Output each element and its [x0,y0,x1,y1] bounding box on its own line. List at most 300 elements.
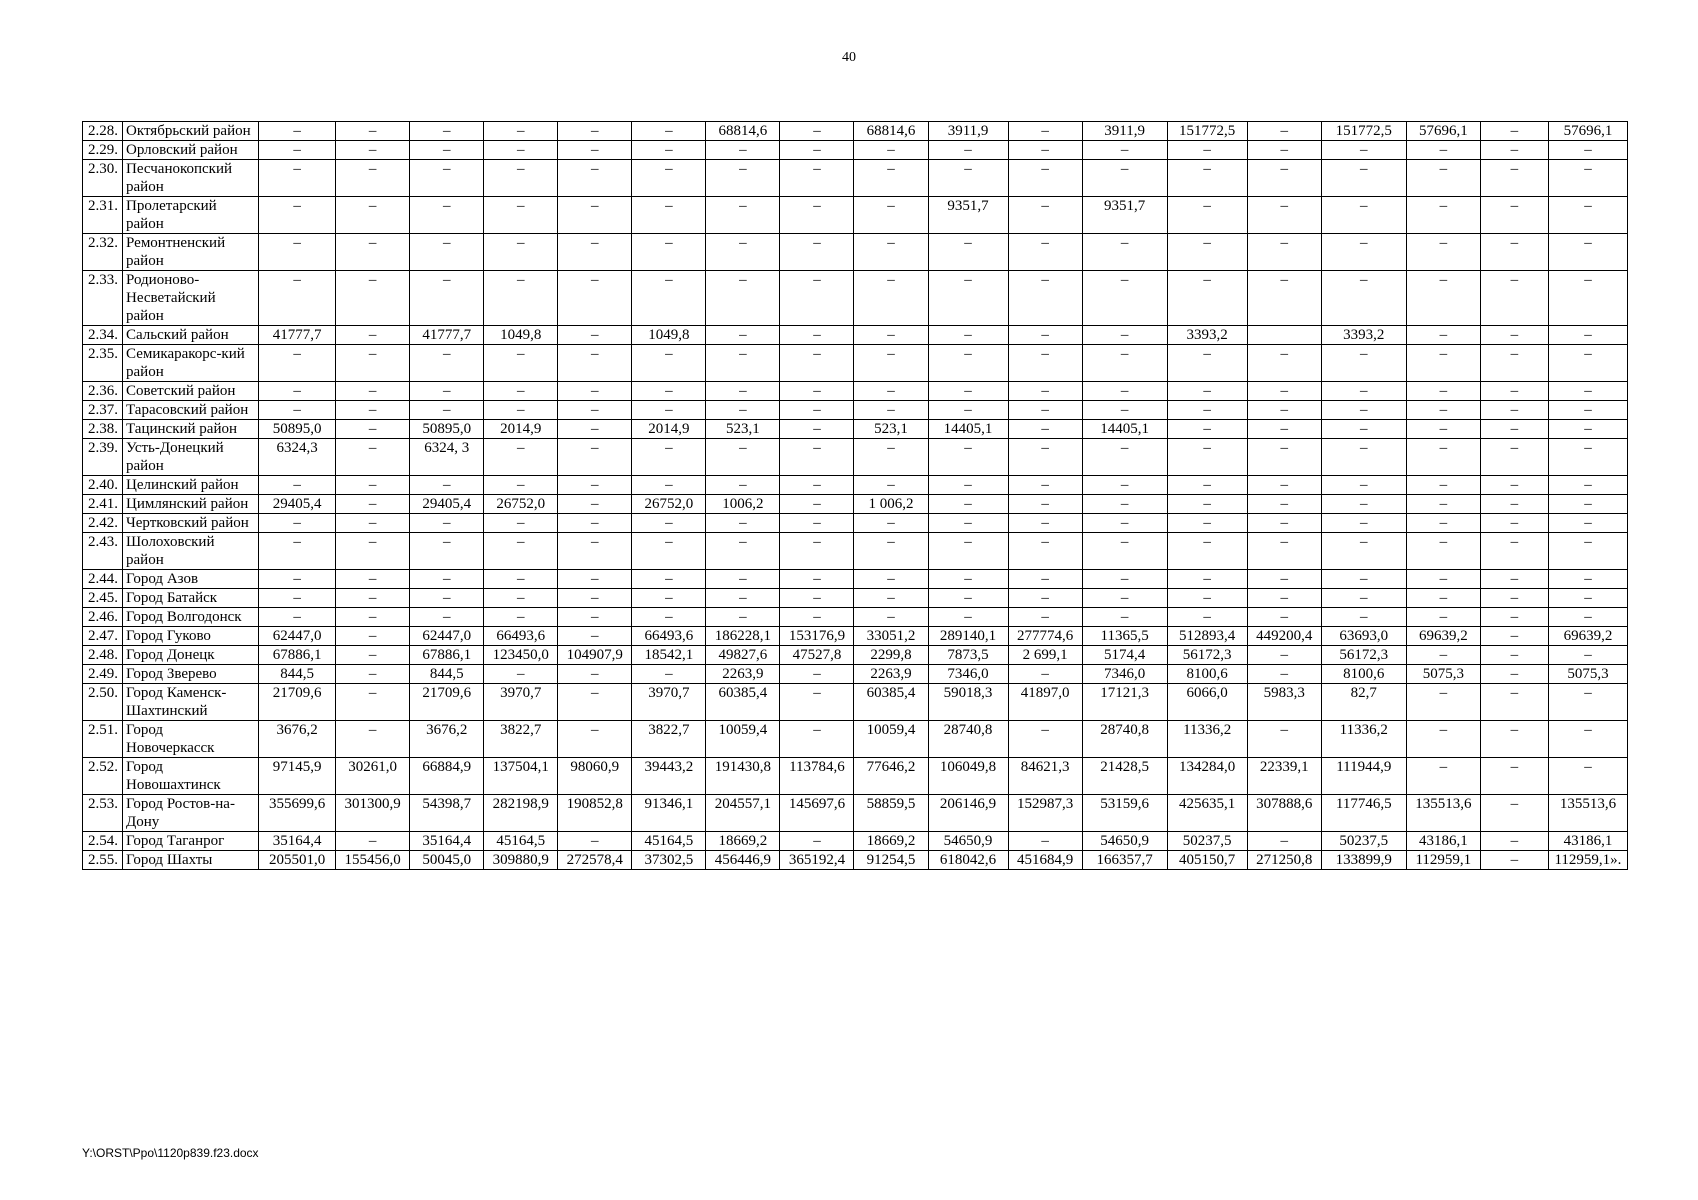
value-cell: – [1406,589,1480,608]
value-cell: 134284,0 [1167,758,1247,795]
value-cell: – [1008,345,1082,382]
value-cell: 66493,6 [484,627,558,646]
value-cell: – [780,401,854,420]
value-cell: – [1321,234,1406,271]
value-cell: – [1480,439,1548,476]
value-cell: – [928,141,1008,160]
value-cell: – [558,122,632,141]
value-cell: – [484,665,558,684]
value-cell: – [1480,122,1548,141]
value-cell: – [558,439,632,476]
value-cell: 153176,9 [780,627,854,646]
value-cell: – [336,401,410,420]
value-cell: 3676,2 [410,721,484,758]
value-cell: 301300,9 [336,795,410,832]
value-cell: – [1082,608,1167,627]
value-cell: 26752,0 [632,495,706,514]
value-cell: – [1480,382,1548,401]
row-number: 2.53. [83,795,123,832]
value-cell: – [1008,326,1082,345]
value-cell: 60385,4 [706,684,780,721]
territory-name: Советский район [123,382,259,401]
value-cell: 49827,6 [706,646,780,665]
value-cell: – [558,514,632,533]
value-cell: – [1247,832,1321,851]
value-cell: – [259,570,336,589]
value-cell: 56172,3 [1167,646,1247,665]
value-cell: 309880,9 [484,851,558,870]
value-cell: 271250,8 [1247,851,1321,870]
value-cell: 17121,3 [1082,684,1167,721]
territory-name: Город Зверево [123,665,259,684]
value-cell: – [706,533,780,570]
value-cell: – [632,401,706,420]
value-cell: 405150,7 [1167,851,1247,870]
value-cell: – [1082,326,1167,345]
value-cell: – [1082,570,1167,589]
value-cell: – [484,439,558,476]
value-cell: – [259,197,336,234]
value-cell: 21709,6 [410,684,484,721]
value-cell: 451684,9 [1008,851,1082,870]
table-row [83,570,1628,589]
row-number: 2.40. [83,476,123,495]
value-cell: 5075,3 [1406,665,1480,684]
value-cell: – [410,589,484,608]
value-cell: 6066,0 [1167,684,1247,721]
budget-table [82,121,1628,870]
value-cell: 56172,3 [1321,646,1406,665]
territory-name: Шолоховский район [123,533,259,570]
value-cell: 123450,0 [484,646,558,665]
value-cell: – [410,122,484,141]
value-cell: – [558,345,632,382]
value-cell: 135513,6 [1548,795,1627,832]
value-cell: 2014,9 [632,420,706,439]
table-row [83,197,1628,234]
row-number: 2.29. [83,141,123,160]
value-cell: 50895,0 [259,420,336,439]
value-cell: – [1480,197,1548,234]
value-cell: – [1247,608,1321,627]
value-cell: – [259,141,336,160]
value-cell: – [1008,832,1082,851]
table-row [83,589,1628,608]
value-cell: 9351,7 [928,197,1008,234]
value-cell: – [632,122,706,141]
row-number: 2.45. [83,589,123,608]
value-cell: – [1321,608,1406,627]
territory-name: Сальский район [123,326,259,345]
value-cell: – [1406,608,1480,627]
value-cell: – [259,514,336,533]
value-cell: 63693,0 [1321,627,1406,646]
value-cell: – [484,570,558,589]
value-cell: – [336,141,410,160]
table-row [83,271,1628,326]
value-cell: – [1406,476,1480,495]
table-row [83,401,1628,420]
value-cell: – [854,197,928,234]
value-cell: – [632,476,706,495]
value-cell: – [1406,684,1480,721]
value-cell: 14405,1 [1082,420,1167,439]
value-cell: 1006,2 [706,495,780,514]
value-cell: 8100,6 [1167,665,1247,684]
value-cell: – [1406,234,1480,271]
value-cell: – [780,160,854,197]
value-cell: 41777,7 [410,326,484,345]
value-cell: – [259,160,336,197]
value-cell: – [632,608,706,627]
value-cell: – [259,122,336,141]
value-cell: 41777,7 [259,326,336,345]
value-cell: – [632,589,706,608]
value-cell: 57696,1 [1406,122,1480,141]
table-row [83,141,1628,160]
value-cell: – [928,589,1008,608]
table-row [83,234,1628,271]
value-cell: – [1321,570,1406,589]
value-cell: 190852,8 [558,795,632,832]
value-cell: – [1480,476,1548,495]
value-cell: 166357,7 [1082,851,1167,870]
value-cell: – [1008,271,1082,326]
value-cell: – [780,832,854,851]
value-cell: 512893,4 [1167,627,1247,646]
value-cell: 844,5 [259,665,336,684]
value-cell: 135513,6 [1406,795,1480,832]
value-cell: – [632,271,706,326]
value-cell: – [484,141,558,160]
value-cell: 282198,9 [484,795,558,832]
table-row [83,684,1628,721]
value-cell: – [854,345,928,382]
value-cell: – [1548,608,1627,627]
value-cell: – [928,382,1008,401]
value-cell: – [558,160,632,197]
value-cell: – [928,271,1008,326]
value-cell: 112959,1». [1548,851,1627,870]
value-cell: – [410,234,484,271]
value-cell: – [1008,401,1082,420]
value-cell: – [259,401,336,420]
value-cell: 113784,6 [780,758,854,795]
value-cell: 523,1 [854,420,928,439]
value-cell [1247,326,1321,345]
value-cell: – [1008,608,1082,627]
value-cell: – [854,234,928,271]
table-row [83,382,1628,401]
value-cell: – [1247,721,1321,758]
value-cell: – [1247,141,1321,160]
value-cell: – [706,401,780,420]
value-cell: – [1548,570,1627,589]
value-cell: – [1008,533,1082,570]
value-cell: 7346,0 [928,665,1008,684]
value-cell: 43186,1 [1406,832,1480,851]
value-cell: – [1548,420,1627,439]
value-cell: – [410,401,484,420]
value-cell: – [484,122,558,141]
value-cell: – [558,570,632,589]
territory-name: Город Азов [123,570,259,589]
territory-name: Чертковский район [123,514,259,533]
value-cell: 272578,4 [558,851,632,870]
value-cell: – [1247,234,1321,271]
value-cell: – [1480,832,1548,851]
value-cell: 68814,6 [854,122,928,141]
value-cell: – [780,665,854,684]
value-cell: – [1008,665,1082,684]
value-cell: – [1008,160,1082,197]
value-cell: – [1008,476,1082,495]
value-cell: – [780,476,854,495]
value-cell: – [484,476,558,495]
value-cell: 289140,1 [928,627,1008,646]
value-cell: – [1247,345,1321,382]
value-cell: – [1082,476,1167,495]
value-cell: – [1480,234,1548,271]
table-row [83,646,1628,665]
value-cell: – [1321,495,1406,514]
value-cell: – [854,382,928,401]
value-cell: 1049,8 [484,326,558,345]
value-cell: – [1321,420,1406,439]
row-number: 2.33. [83,271,123,326]
value-cell: 2014,9 [484,420,558,439]
value-cell: – [1167,197,1247,234]
value-cell: – [706,271,780,326]
value-cell: 8100,6 [1321,665,1406,684]
value-cell: – [706,197,780,234]
value-cell: 97145,9 [259,758,336,795]
value-cell: – [1167,141,1247,160]
value-cell: – [928,160,1008,197]
value-cell: – [336,570,410,589]
value-cell: – [854,608,928,627]
value-cell: – [1406,197,1480,234]
value-cell: – [259,345,336,382]
value-cell: – [1406,160,1480,197]
value-cell: – [928,608,1008,627]
value-cell: – [1480,420,1548,439]
territory-name: Тацинский район [123,420,259,439]
table-row [83,160,1628,197]
value-cell: 5174,4 [1082,646,1167,665]
value-cell: 844,5 [410,665,484,684]
value-cell: 66884,9 [410,758,484,795]
value-cell: 18669,2 [854,832,928,851]
value-cell: – [1082,160,1167,197]
row-number: 2.39. [83,439,123,476]
value-cell: 11336,2 [1167,721,1247,758]
value-cell: – [484,382,558,401]
value-cell: 9351,7 [1082,197,1167,234]
table-row [83,122,1628,141]
value-cell: – [484,160,558,197]
value-cell: 21709,6 [259,684,336,721]
value-cell: 50045,0 [410,851,484,870]
value-cell: – [410,608,484,627]
value-cell: – [1247,514,1321,533]
value-cell: – [336,832,410,851]
value-cell: – [1480,533,1548,570]
value-cell: – [632,570,706,589]
value-cell: 112959,1 [1406,851,1480,870]
value-cell: 151772,5 [1321,122,1406,141]
value-cell: – [854,514,928,533]
value-cell: – [336,627,410,646]
value-cell: – [1167,514,1247,533]
value-cell: – [1480,514,1548,533]
row-number: 2.49. [83,665,123,684]
value-cell: – [336,533,410,570]
table-row [83,758,1628,795]
value-cell: 62447,0 [259,627,336,646]
value-cell: – [632,665,706,684]
value-cell: – [706,608,780,627]
table-row [83,326,1628,345]
value-cell: – [928,234,1008,271]
value-cell: – [1008,420,1082,439]
value-cell: – [780,141,854,160]
value-cell: – [632,234,706,271]
value-cell: – [1082,345,1167,382]
value-cell: 205501,0 [259,851,336,870]
value-cell: – [1167,234,1247,271]
table-row [83,476,1628,495]
value-cell: – [928,570,1008,589]
value-cell: 84621,3 [1008,758,1082,795]
value-cell: – [1406,141,1480,160]
value-cell: – [1247,439,1321,476]
value-cell: – [1480,646,1548,665]
territory-name: Город Ростов-на-Дону [123,795,259,832]
value-cell: – [780,234,854,271]
value-cell: 28740,8 [1082,721,1167,758]
value-cell: – [558,141,632,160]
value-cell: – [410,570,484,589]
value-cell: – [706,439,780,476]
value-cell: – [1247,533,1321,570]
value-cell: – [1548,495,1627,514]
value-cell: 69639,2 [1548,627,1627,646]
row-number: 2.51. [83,721,123,758]
value-cell: – [558,665,632,684]
value-cell: – [928,345,1008,382]
value-cell: – [1480,345,1548,382]
value-cell: – [928,476,1008,495]
row-number: 2.36. [83,382,123,401]
value-cell: 145697,6 [780,795,854,832]
value-cell: – [1480,684,1548,721]
value-cell: – [632,141,706,160]
value-cell: – [1008,589,1082,608]
value-cell: 133899,9 [1321,851,1406,870]
value-cell: – [336,665,410,684]
value-cell: – [558,234,632,271]
value-cell: – [336,646,410,665]
value-cell: 117746,5 [1321,795,1406,832]
value-cell: – [1548,476,1627,495]
row-number: 2.37. [83,401,123,420]
value-cell: 307888,6 [1247,795,1321,832]
value-cell: – [410,271,484,326]
value-cell: 53159,6 [1082,795,1167,832]
value-cell: – [1321,271,1406,326]
value-cell: – [484,197,558,234]
value-cell: – [1247,160,1321,197]
value-cell: – [484,345,558,382]
value-cell: – [1167,495,1247,514]
value-cell: – [1082,533,1167,570]
table-row [83,420,1628,439]
value-cell: – [1548,382,1627,401]
value-cell: – [1082,141,1167,160]
value-cell: – [780,533,854,570]
value-cell: 186228,1 [706,627,780,646]
value-cell: – [558,495,632,514]
value-cell: – [1406,271,1480,326]
value-cell: – [1167,570,1247,589]
value-cell: 3822,7 [632,721,706,758]
value-cell: – [1548,326,1627,345]
value-cell: – [1548,721,1627,758]
value-cell: – [1082,401,1167,420]
page-number: 40 [842,50,856,65]
value-cell: 60385,4 [854,684,928,721]
value-cell: – [336,495,410,514]
value-cell: – [780,589,854,608]
value-cell: 3970,7 [632,684,706,721]
value-cell: – [928,495,1008,514]
territory-name: Город Новочеркасск [123,721,259,758]
value-cell: – [558,476,632,495]
value-cell: – [1008,122,1082,141]
value-cell: 45164,5 [484,832,558,851]
territory-name: Город Каменск-Шахтинский [123,684,259,721]
value-cell: – [854,589,928,608]
value-cell: 50237,5 [1321,832,1406,851]
value-cell: 155456,0 [336,851,410,870]
table-row [83,627,1628,646]
value-cell: 111944,9 [1321,758,1406,795]
value-cell: – [1548,345,1627,382]
value-cell: – [1082,271,1167,326]
row-number: 2.43. [83,533,123,570]
territory-name: Город Таганрог [123,832,259,851]
value-cell: – [336,476,410,495]
value-cell: – [410,345,484,382]
value-cell: – [1321,533,1406,570]
table-body [83,122,1628,870]
value-cell: – [854,476,928,495]
value-cell: – [780,439,854,476]
value-cell: – [1480,758,1548,795]
value-cell: – [1167,608,1247,627]
value-cell: – [1008,570,1082,589]
value-cell: 11336,2 [1321,721,1406,758]
table-row [83,514,1628,533]
table-row [83,851,1628,870]
value-cell: 206146,9 [928,795,1008,832]
value-cell: – [1247,271,1321,326]
value-cell: 59018,3 [928,684,1008,721]
value-cell: – [558,684,632,721]
value-cell: – [1008,141,1082,160]
value-cell: – [1480,570,1548,589]
